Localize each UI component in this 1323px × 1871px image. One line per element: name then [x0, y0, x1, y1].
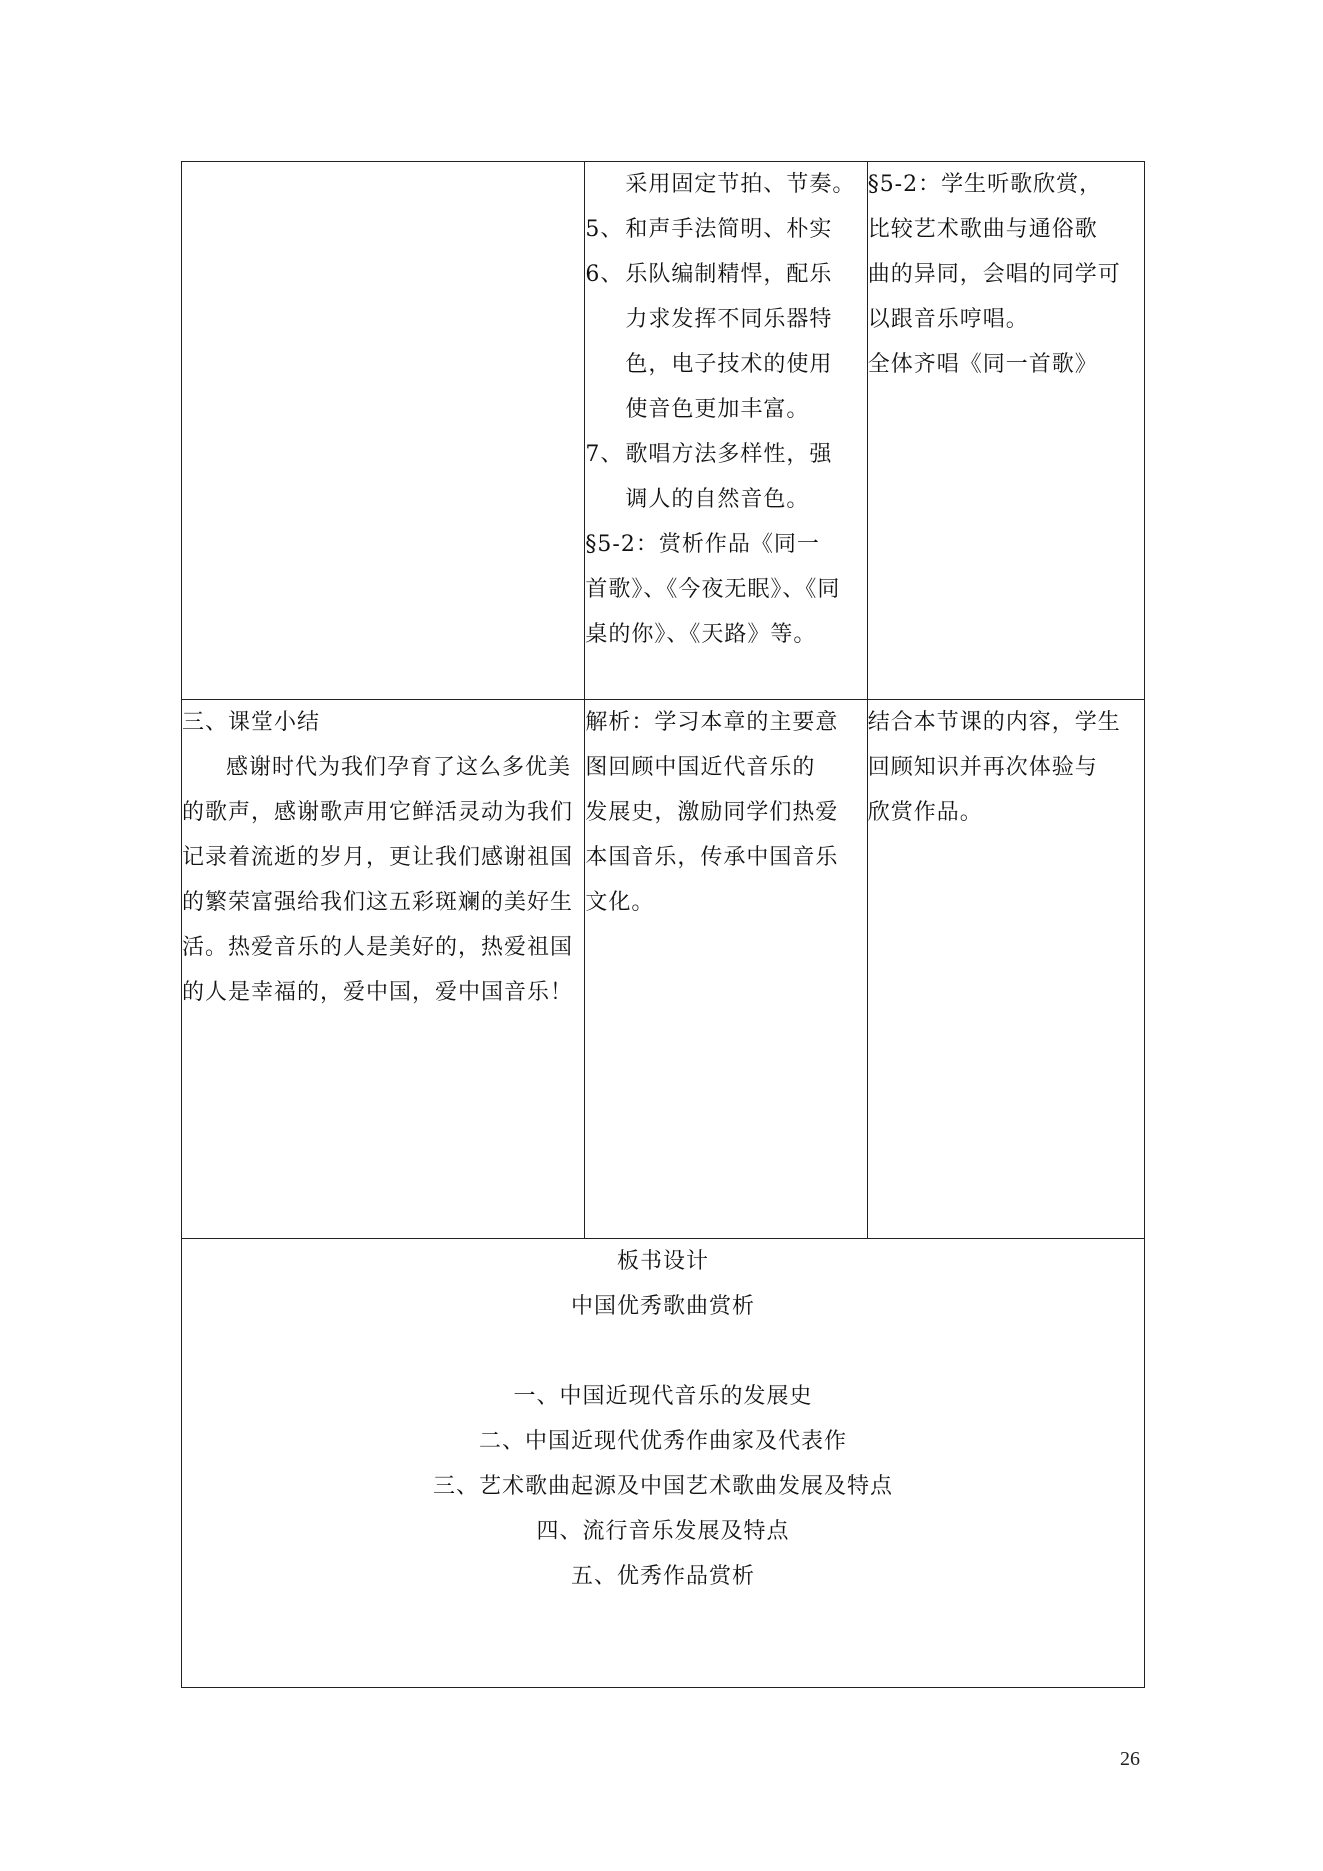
board-title: 板书设计: [616, 1249, 709, 1274]
summary-cell: [182, 700, 585, 1239]
list-item-7: 7、 歌唱方法多样性，强 调人的自然音色。: [585, 442, 833, 512]
board-item: 五、优秀作品赏析: [570, 1564, 755, 1589]
row1-col2-cell: [585, 162, 867, 700]
board-subtitle: 中国优秀歌曲赏析: [570, 1294, 755, 1319]
table-row: [182, 700, 1145, 1239]
table-row: [182, 162, 1145, 700]
list-item-5: 5、 和声手法简明、朴实: [585, 217, 833, 242]
board-item: 四、流行音乐发展及特点: [536, 1519, 790, 1544]
page-number: 26: [1120, 1748, 1140, 1770]
summary-paragraph: 感谢时代为我们孕育了这么多优美的歌声，感谢歌声用它鲜活灵动为我们记录着流逝的岁月，更让我们感谢祖国的繁荣富强给我们这五彩斑斓的美好生活。热爱音乐的人是美好的，热爱祖国的人是幸福的，爱中国，爱中国音乐！: [182, 755, 574, 1005]
lesson-plan-table: [181, 161, 1145, 1688]
student-activity-cell: 结合本节课的内容，学生 回顾知识并再次体验与 欣赏作品。: [867, 700, 1144, 1239]
analysis-cell: 解析：学习本章的主要意 图回顾中国近代音乐的 发展史，激励同学们热爱 本国音乐，传承中国音乐 文化。: [585, 700, 867, 1239]
list-item-6: 6、 乐队编制精悍，配乐 力求发挥不同乐器特 色，电子技术的使用 使音色更加丰富。: [585, 262, 833, 422]
board-item: 三、艺术歌曲起源及中国艺术歌曲发展及特点: [432, 1474, 893, 1499]
list-continuation: 采用固定节拍、节奏。: [625, 172, 856, 197]
board-design-cell: [182, 1239, 1145, 1688]
summary-heading: 三、课堂小结: [182, 710, 321, 735]
row1-col3-cell: §5-2：学生听歌欣赏， 比较艺术歌曲与通俗歌 曲的异同，会唱的同学可 以跟音乐哼唱。 全体齐唱《同一首歌》: [867, 162, 1144, 700]
table-row: [182, 1239, 1145, 1688]
board-item: 二、中国近现代优秀作曲家及代表作: [478, 1429, 847, 1454]
board-item: 一、中国近现代音乐的发展史: [513, 1384, 813, 1409]
works-analysis-text: §5-2：赏析作品《同一 首歌》、《今夜无眠》、《同 桌的你》、《天路》等。: [585, 532, 841, 647]
row1-col1-cell: [182, 162, 585, 700]
